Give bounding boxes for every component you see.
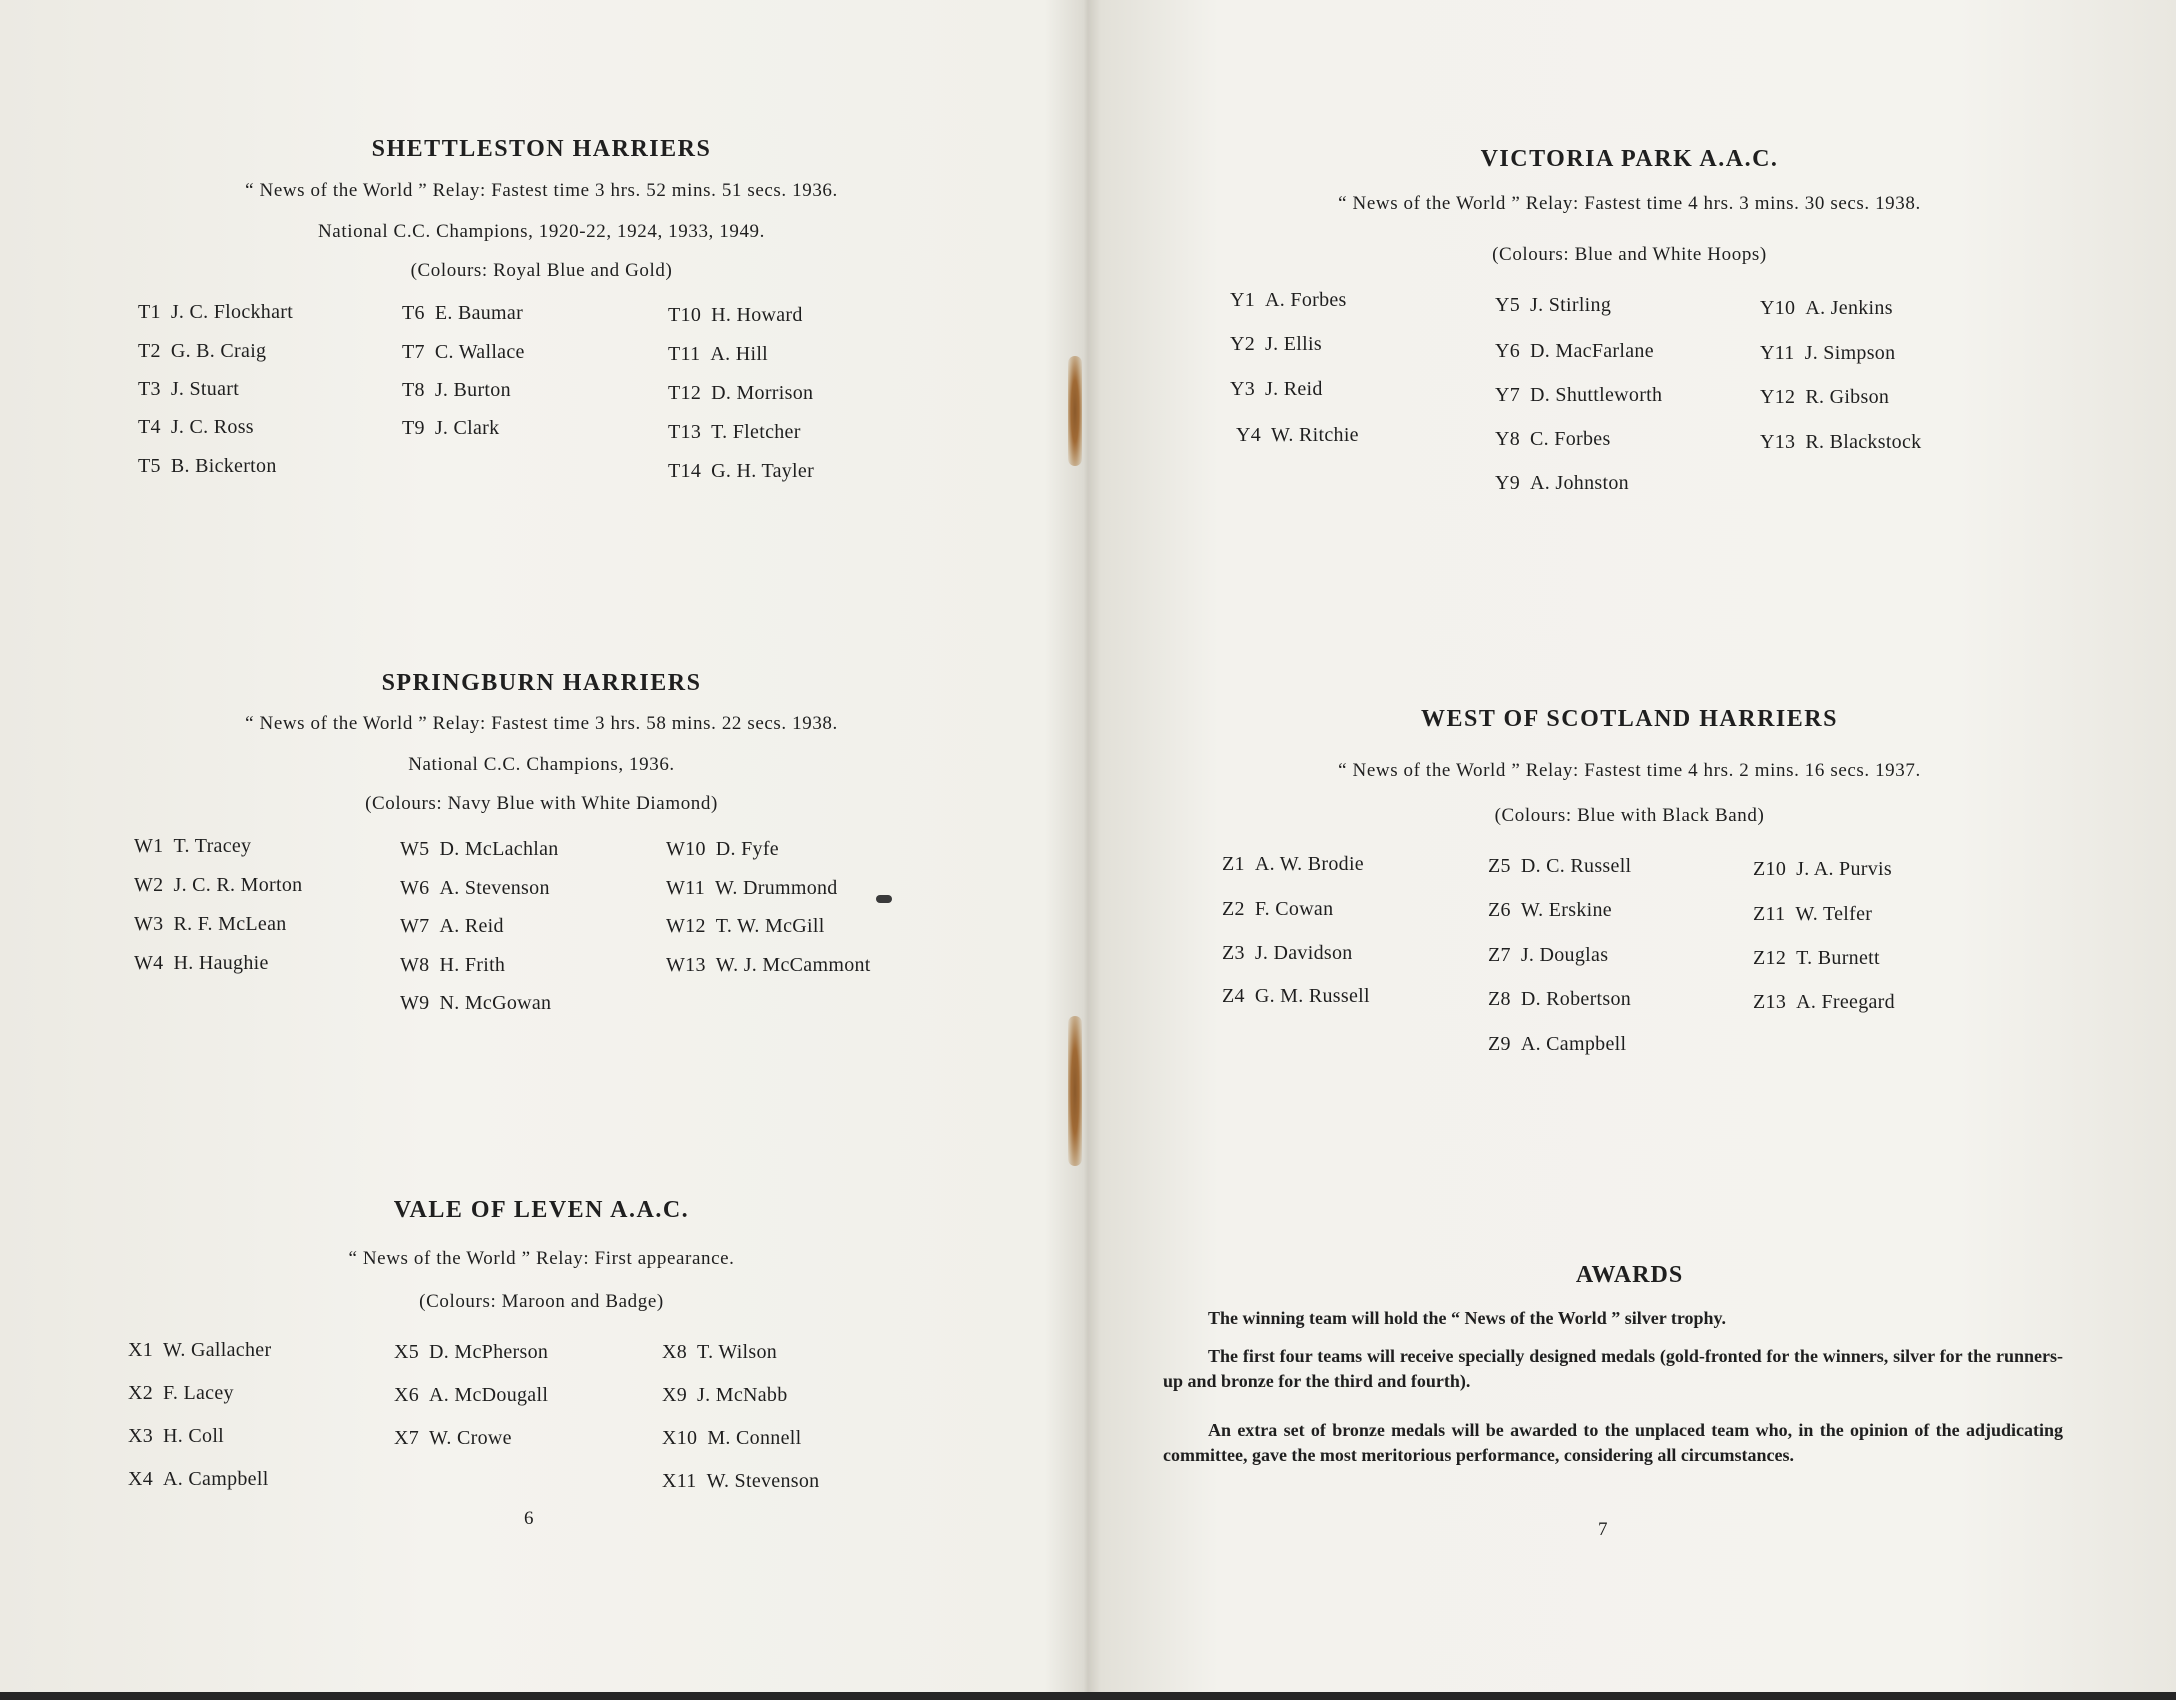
left-page	[0, 0, 1083, 1700]
scanner-edge	[0, 1692, 2176, 1700]
club-relay-line: “ News of the World ” Relay: Fastest time 4 hrs. 2 mins. 16 secs. 1937.	[1338, 760, 1921, 781]
club-relay-line: “ News of the World ” Relay: Fastest time 3 hrs. 52 mins. 51 secs. 1936.	[245, 180, 838, 201]
spine-stain	[1068, 1016, 1082, 1166]
runner-entry: Z13 A. Freegard	[1753, 991, 1895, 1013]
club-colours-line: (Colours: Blue with Black Band)	[1494, 805, 1765, 826]
club-title: SHETTLESTON HARRIERS	[371, 136, 712, 162]
runner-entry: T10 H. Howard	[668, 304, 803, 326]
club-title: SPRINGBURN HARRIERS	[381, 670, 702, 696]
runner-entry: W4 H. Haughie	[134, 952, 269, 974]
club-colours-line: (Colours: Blue and White Hoops)	[1492, 244, 1767, 265]
runner-entry: X8 T. Wilson	[662, 1341, 778, 1363]
runner-entry: X6 A. McDougall	[394, 1384, 549, 1406]
club-west-of-scotland	[1083, 706, 2176, 733]
runner-entry: T2 G. B. Craig	[138, 340, 267, 362]
club-champions-line: National C.C. Champions, 1920-22, 1924, 1933, 1949.	[317, 221, 765, 242]
runner-entry: Y3 J. Reid	[1230, 378, 1323, 400]
runner-entry: Y4 W. Ritchie	[1236, 424, 1359, 446]
runner-entry: W10 D. Fyfe	[666, 838, 779, 860]
runner-entry: W5 D. McLachlan	[400, 838, 559, 860]
runner-entry: X10 M. Connell	[662, 1427, 802, 1449]
runner-entry: T4 J. C. Ross	[138, 416, 254, 438]
club-victoria-park	[1083, 146, 2176, 173]
runner-entry: Y8 C. Forbes	[1495, 428, 1611, 450]
runner-entry: T3 J. Stuart	[138, 378, 240, 400]
runner-entry: T1 J. C. Flockhart	[138, 301, 294, 323]
runner-entry: W3 R. F. McLean	[134, 913, 287, 935]
runner-entry: T7 C. Wallace	[402, 341, 525, 363]
runner-entry: Y7 D. Shuttleworth	[1495, 384, 1663, 406]
runner-entry: T8 J. Burton	[402, 379, 511, 401]
runner-entry: Z11 W. Telfer	[1753, 903, 1873, 925]
club-relay-line: “ News of the World ” Relay: Fastest time 4 hrs. 3 mins. 30 secs. 1938.	[1338, 193, 1921, 214]
runner-entry: Z9 A. Campbell	[1488, 1033, 1627, 1055]
awards-title: AWARDS	[1575, 1262, 1684, 1288]
awards-paragraph: The winning team will hold the “ News of the World ” silver trophy.	[1208, 1308, 1727, 1328]
runner-entry: Y12 R. Gibson	[1760, 386, 1890, 408]
runner-entry: X9 J. McNabb	[662, 1384, 788, 1406]
club-relay-line: “ News of the World ” Relay: Fastest time 3 hrs. 58 mins. 22 secs. 1938.	[245, 713, 838, 734]
runner-entry: Y9 A. Johnston	[1495, 472, 1629, 494]
runner-entry: Z3 J. Davidson	[1222, 942, 1353, 964]
runner-entry: W2 J. C. R. Morton	[134, 874, 303, 896]
runner-entry: Z2 F. Cowan	[1222, 898, 1334, 920]
runner-entry: X3 H. Coll	[128, 1425, 225, 1447]
runner-entry: Y5 J. Stirling	[1495, 294, 1612, 316]
runner-entry: X1 W. Gallacher	[128, 1339, 272, 1361]
runner-entry: Y10 A. Jenkins	[1760, 297, 1893, 319]
runner-entry: Z12 T. Burnett	[1753, 947, 1880, 969]
runner-entry: T12 D. Morrison	[668, 382, 814, 404]
runner-entry: X4 A. Campbell	[128, 1468, 269, 1490]
club-vale-of-leven	[0, 1197, 1083, 1224]
runner-entry: W12 T. W. McGill	[666, 915, 825, 937]
runner-entry: W13 W. J. McCammont	[666, 954, 871, 976]
runner-entry: T9 J. Clark	[402, 417, 500, 439]
runner-entry: Z4 G. M. Russell	[1222, 985, 1370, 1007]
runner-entry: Z10 J. A. Purvis	[1753, 858, 1892, 880]
runner-entry: Y2 J. Ellis	[1230, 333, 1322, 355]
runner-entry: X2 F. Lacey	[128, 1382, 234, 1404]
runner-entry: Y11 J. Simpson	[1760, 342, 1896, 364]
runner-entry: Z7 J. Douglas	[1488, 944, 1609, 966]
page-number: 7	[1598, 1519, 1608, 1540]
awards-paragraph: The first four teams will receive specially designed medals (gold-fronted for the winners, silver for the runners-up and bronze for the third and fourth).	[1163, 1346, 2063, 1391]
awards-paragraph: An extra set of bronze medals will be awarded to the unplaced team who, in the opinion of the adjudicating committee, gave the most meritorious performance, considering all circumstances.	[1163, 1420, 2063, 1465]
runner-entry: Z1 A. W. Brodie	[1222, 853, 1364, 875]
club-title: WEST OF SCOTLAND HARRIERS	[1421, 706, 1838, 732]
runner-entry: Z8 D. Robertson	[1488, 988, 1632, 1010]
runner-entry: Y6 D. MacFarlane	[1495, 340, 1654, 362]
runner-entry: T6 E. Baumar	[402, 302, 524, 324]
club-title: VICTORIA PARK A.A.C.	[1480, 146, 1779, 172]
club-shettleston	[0, 136, 1083, 163]
runner-entry: W7 A. Reid	[400, 915, 504, 937]
runner-entry: W8 H. Frith	[400, 954, 506, 976]
runner-entry: Y13 R. Blackstock	[1760, 431, 1922, 453]
runner-entry: T5 B. Bickerton	[138, 455, 277, 477]
runner-entry: Z6 W. Erskine	[1488, 899, 1612, 921]
runner-entry: T11 A. Hill	[668, 343, 769, 365]
runner-entry: W11 W. Drummond	[666, 877, 838, 899]
runner-entry: T14 G. H. Tayler	[668, 460, 815, 482]
club-springburn	[0, 670, 1083, 697]
club-relay-line: “ News of the World ” Relay: First appearance.	[348, 1248, 735, 1269]
runner-entry: Z5 D. C. Russell	[1488, 855, 1632, 877]
club-title: VALE OF LEVEN A.A.C.	[393, 1197, 690, 1223]
ink-blot	[876, 895, 892, 903]
runner-entry: X5 D. McPherson	[394, 1341, 549, 1363]
runner-entry: W6 A. Stevenson	[400, 877, 550, 899]
runner-entry: Y1 A. Forbes	[1230, 289, 1347, 311]
runner-entry: X7 W. Crowe	[394, 1427, 512, 1449]
spine-stain	[1068, 356, 1082, 466]
club-colours-line: (Colours: Royal Blue and Gold)	[410, 260, 673, 281]
runner-entry: W9 N. McGowan	[400, 992, 552, 1014]
runner-entry: W1 T. Tracey	[134, 835, 252, 857]
club-colours-line: (Colours: Navy Blue with White Diamond)	[365, 793, 718, 814]
runner-entry: X11 W. Stevenson	[662, 1470, 820, 1492]
club-champions-line: National C.C. Champions, 1936.	[408, 754, 675, 775]
page-number: 6	[524, 1508, 534, 1529]
runner-entry: T13 T. Fletcher	[668, 421, 801, 443]
club-colours-line: (Colours: Maroon and Badge)	[419, 1291, 664, 1312]
